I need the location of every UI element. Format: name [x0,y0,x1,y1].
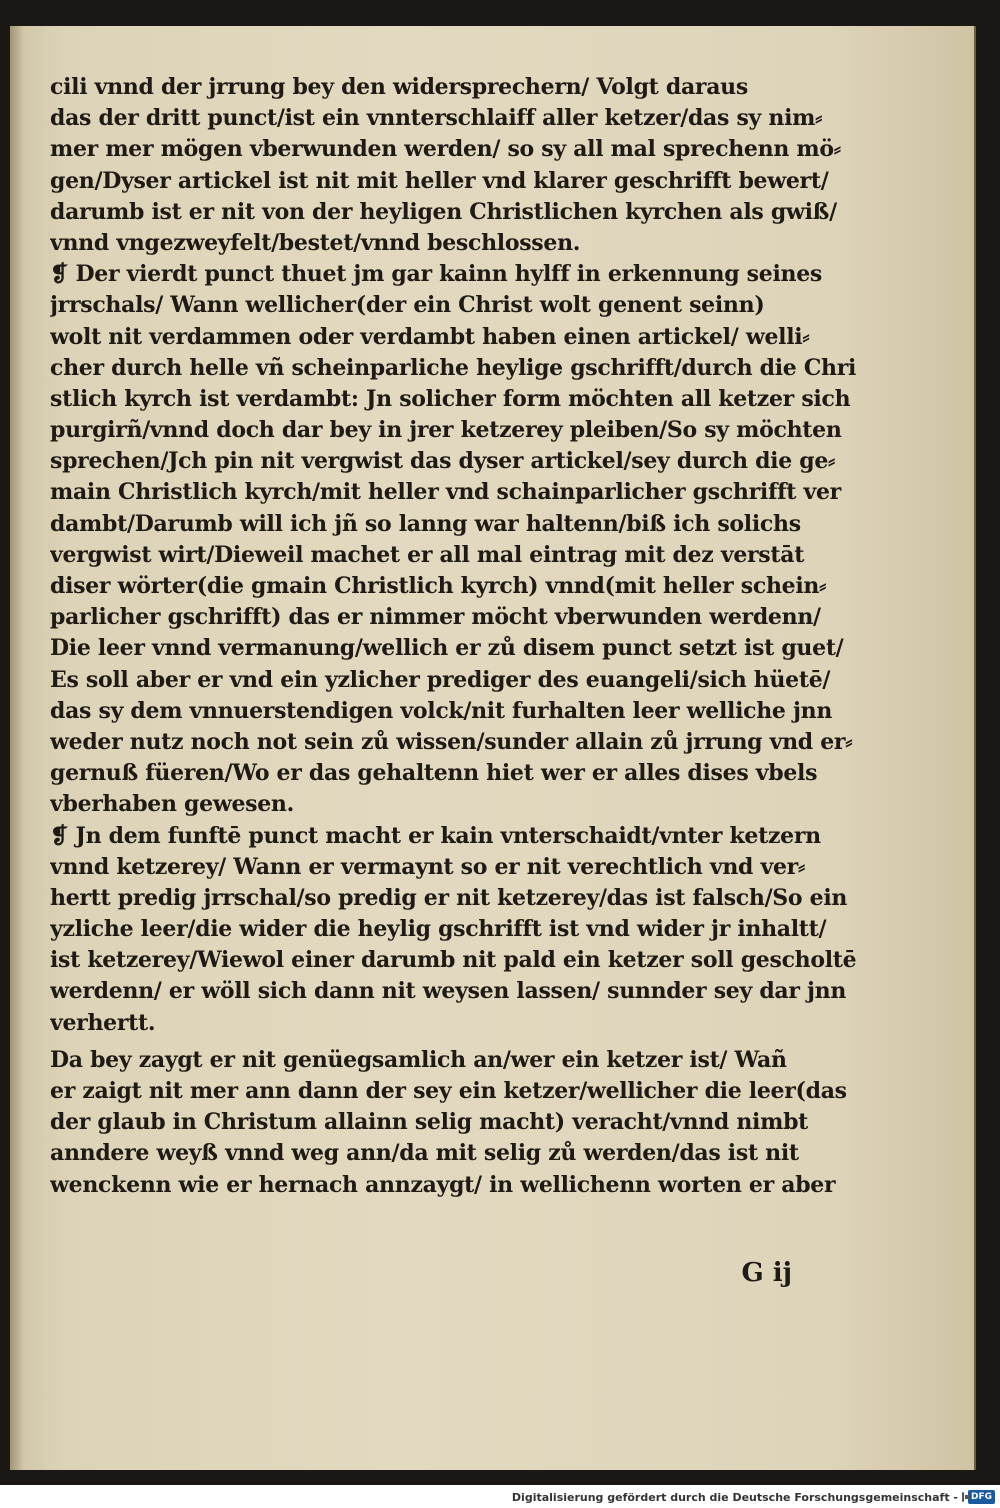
text-line: ❡ Der vierdt punct thuet jm gar kainn hylff in erkennung seines [50,261,823,288]
page-text [50,72,870,1201]
text-line: yzliche leer/die wider die heylig gschrifft ist vnd wider jr inhaltt/ [50,916,827,943]
text-line: purgirñ/vnnd doch dar bey in jrer ketzerey pleiben/So sy möchten [50,417,842,444]
text-line: Da bey zaygt er nit genüegsamlich an/wer ein ketzer ist/ Wañ [50,1046,787,1073]
text-line: verhertt. [50,1009,156,1036]
text-line: das sy dem vnnuerstendigen volck/nit furhalten leer welliche jnn [50,697,833,724]
text-line: wolt nit verdammen oder verdambt haben einen artickel/ welli⸗ [50,323,810,350]
text-line: gen/Dyser artickel ist nit mit heller vnd klarer geschrifft bewert/ [50,167,829,194]
text-line: vnnd ketzerey/ Wann er vermaynt so er nit verechtlich vnd ver⸗ [50,853,805,880]
text-line: der glaub in Christum allainn selig macht) veracht/vnnd nimbt [50,1109,809,1136]
text-line: ist ketzerey/Wiewol einer darumb nit pald ein ketzer soll gescholtē [50,947,857,974]
text-line: mer mer mögen vberwunden werden/ so sy all mal sprechenn mö⸗ [50,136,841,163]
text-line: Es soll aber er vnd ein yzlicher prediger des euangeli/sich hüetē/ [50,666,831,693]
text-line: weder nutz noch not sein zů wissen/sunder allain zů jrrung vnd er⸗ [50,728,853,755]
text-line: das der dritt punct/ist ein vnnterschlaiff aller ketzer/das sy nim⸗ [50,105,823,132]
text-line: vergwist wirt/Dieweil machet er all mal eintrag mit dez verstāt [50,541,805,568]
text-line: diser wörter(die gmain Christlich kyrch) vnnd(mit heller schein⸗ [50,573,827,599]
text-line: main Christlich kyrch/mit heller vnd schainparlicher gschrifft ver [50,479,841,506]
page-footer [50,1254,870,1294]
text-line: cili vnnd der jrrung bey den widersprechern/ Volgt daraus [50,74,748,100]
text-line: cher durch helle vñ scheinparliche heylige gschrifft/durch die Chri [50,354,857,381]
text-line: sprechen/Jch pin nit vergwist das dyser artickel/sey durch die ge⸗ [50,448,836,475]
signature-mark: G ij [741,1258,792,1288]
text-line: dambt/Darumb will ich jñ so lanng war haltenn/biß ich solichs [50,510,801,537]
text-line: werdenn/ er wöll sich dann nit weysen lassen/ sunnder sey dar jnn [50,978,847,1005]
text-line: hertt predig jrrschal/so predig er nit ketzerey/das ist falsch/So ein [50,884,848,911]
text-line: Die leer vnnd vermanung/wellich er zů disem punct setzt ist guet/ [50,635,844,662]
text-line: parlicher gschrifft) das er nimmer möcht vberwunden werdenn/ [50,604,821,631]
book-page [10,26,976,1470]
text-line: jrrschals/ Wann wellicher(der ein Christ wolt genent seinn) [50,292,765,319]
text-line: stlich kyrch ist verdambt: Jn solicher form möchten all ketzer sich [50,385,851,412]
external-link-icon [962,1492,964,1502]
text-line: ❡ Jn dem funftē punct macht er kain vnterschaidt/vnter ketzern [50,822,821,849]
text-line: vnnd vngezweyfelt/bestet/vnnd beschlossen. [50,229,581,256]
text-line: darumb ist er nit von der heyligen Christlichen kyrchen als gwiß/ [50,198,837,225]
text-line: gernuß füeren/Wo er das gehaltenn hiet wer er alles dises vbels [50,760,818,787]
text-line: er zaigt nit mer ann dann der sey ein ketzer/wellicher die leer(das [50,1078,847,1104]
dfg-logo: DFG [968,1490,995,1504]
text-line: vberhaben gewesen. [50,791,294,818]
digitization-credit [511,1488,995,1506]
text-line: anndere weyß vnnd weg ann/da mit selig zů werden/das ist nit [50,1140,799,1167]
text-line: wenckenn wie er hernach annzaygt/ in wellichenn worten er aber [50,1171,836,1198]
attribution-text: Digitalisierung gefördert durch die Deutsche Forschungsgemeinschaft - [511,1490,958,1504]
